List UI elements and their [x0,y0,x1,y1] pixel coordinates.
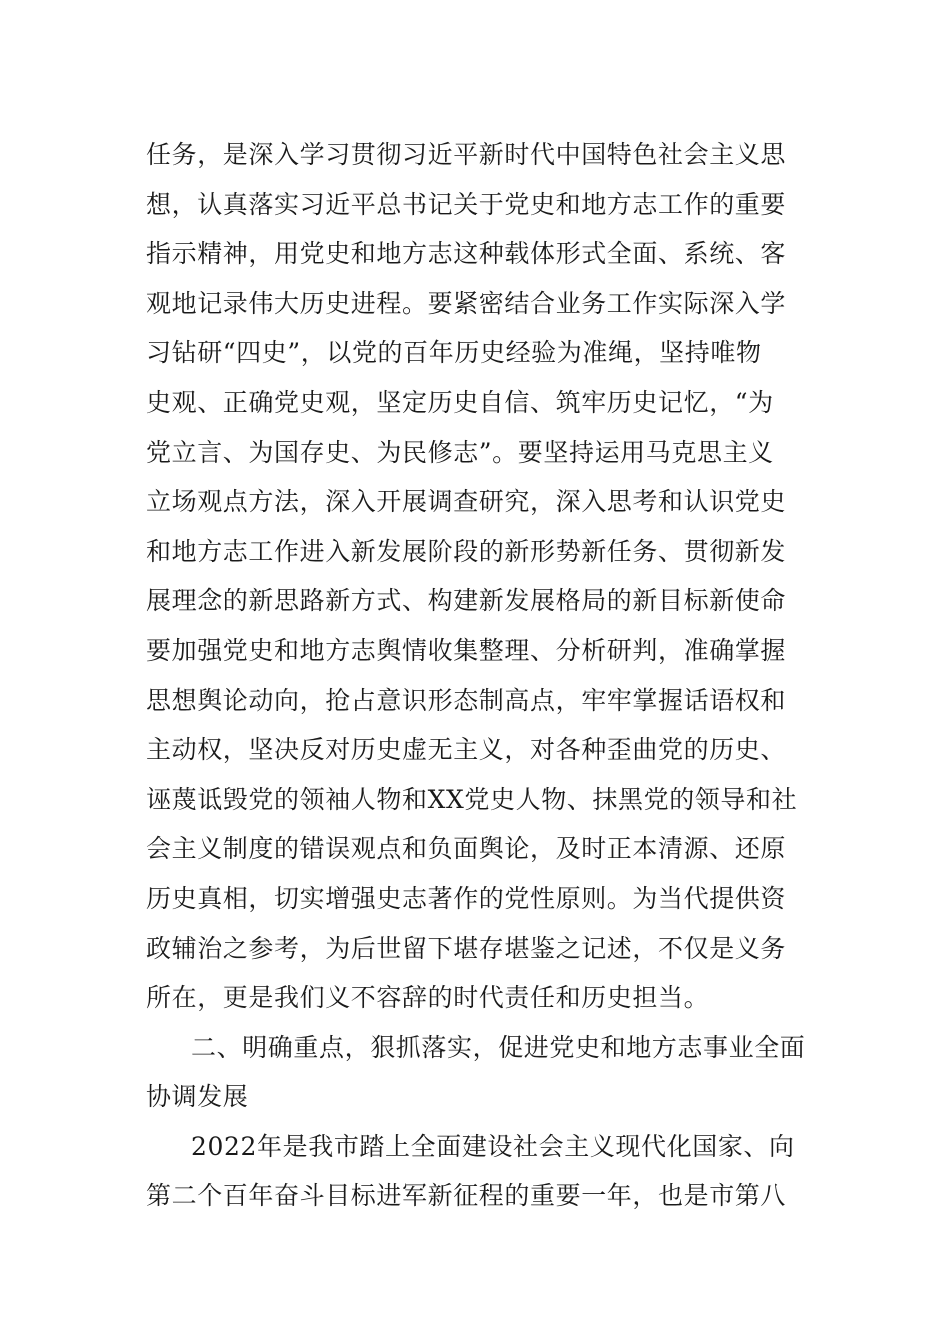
text-line: 习钻研“四史”，以党的百年历史经验为准绳，坚持唯物 [146,338,762,368]
text-line: 协调发展 [146,1082,249,1112]
text-line: 思想舆论动向，抢占意识形态制高点，牢牢掌握话语权和 [146,685,787,715]
text-line: 历史真相，切实增强史志著作的党性原则。为当代提供资 [146,883,787,913]
text-line: 想，认真落实习近平总书记关于党史和地方志工作的重要 [146,189,787,219]
text-line: 和地方志工作进入新发展阶段的新形势新任务、贯彻新发 [146,536,787,566]
text-line: 要加强党史和地方志舆情收集整理、分析研判，准确掌握 [146,635,787,665]
text-line: 史观、正确党史观，坚定历史自信、筑牢历史记忆，“为 [146,387,774,417]
paragraph-first-line: 2022年是我市踏上全面建设社会主义现代化国家、向 [191,1131,795,1161]
text-line: 立场观点方法，深入开展调查研究，深入思考和认识党史 [146,487,787,517]
text-line: 任务，是深入学习贯彻习近平新时代中国特色社会主义思 [146,140,787,169]
text-line: 诬蔑诋毁党的领袖人物和XX党史人物、抹黑党的领导和社 [146,784,798,814]
text-line: 第二个百年奋斗目标进军新征程的重要一年，也是市第八 [146,1181,787,1211]
body-text [146,130,816,1221]
text-line: 会主义制度的错误观点和负面舆论，及时正本清源、还原 [146,834,787,864]
text-line: 党立言、为国存史、为民修志”。要坚持运用马克思主义 [146,437,774,467]
text-line: 政辅治之参考，为后世留下堪存堪鉴之记述，不仅是义务 [146,933,787,963]
paragraph-first-line: 二、明确重点，狠抓落实，促进党史和地方志事业全面 [191,1032,806,1062]
text-line: 展理念的新思路新方式、构建新发展格局的新目标新使命 [146,586,787,616]
text-line: 指示精神，用党史和地方志这种载体形式全面、系统、客 [146,239,787,269]
text-line: 观地记录伟大历史进程。要紧密结合业务工作实际深入学 [146,288,787,318]
text-line: 主动权，坚决反对历史虚无主义，对各种歪曲党的历史、 [146,735,787,765]
text-line: 所在，更是我们义不容辞的时代责任和历史担当。 [146,983,710,1013]
